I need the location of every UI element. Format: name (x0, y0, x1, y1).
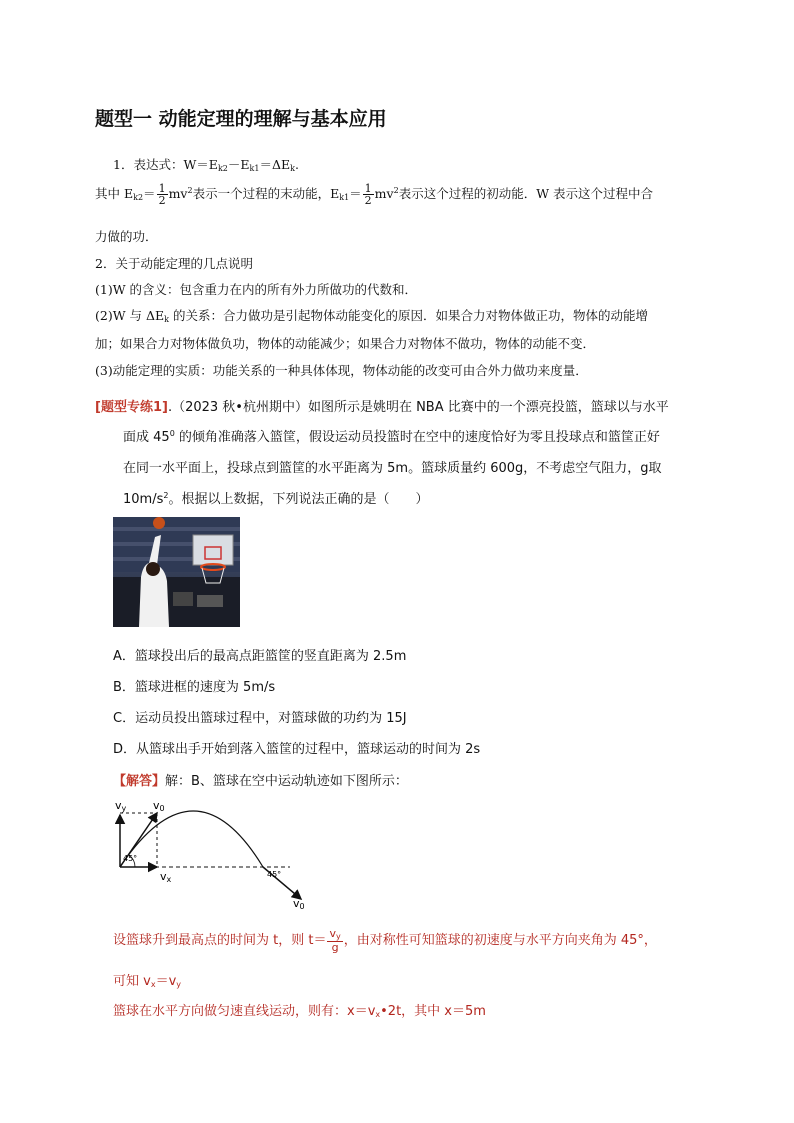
fraction-half: $\frac{1}{2}$ (158, 182, 166, 207)
formula-line: 1．表达式：$W=E_{k2}-E_{k1}=\Delta E_k$. (113, 157, 299, 173)
basketball-photo (113, 517, 240, 627)
question-line-4: $10m/s^2$。根据以上数据，下列说法正确的是（ ） (123, 491, 429, 507)
question-line-3: 在同一水平面上，投球点到篮筐的水平距离为 5m。篮球质量约 600g，不考虑空气阻力，g取 (123, 461, 662, 476)
fraction-vy-over-g: $\frac{v_y}{g}$ (329, 927, 341, 954)
answer-line: 【解答】解：B、篮球在空中运动轨迹如下图所示： (113, 774, 408, 789)
solution-line-1: 设篮球升到最高点的时间为 t，则 t＝ $\frac{v_y}{g}$ ，由对称性可知篮球的初速度与水平方向夹角为 45°， (113, 927, 657, 954)
section-heading: 2．关于动能定理的几点说明 (95, 256, 253, 271)
answer-tag: 【解答】 (113, 774, 166, 789)
page-title: 题型一 动能定理的理解与基本应用 (95, 108, 387, 130)
note-2-cont: 加；如果合力对物体做负功，物体的动能减少；如果合力对物体不做功，物体的动能不变． (95, 336, 596, 351)
definition-line: 其中 $E_{k2}=$ $\frac{1}{2}$ $mv^2$表示一个过程的末动能，$E_{k1}=$ $\frac{1}{2}$ $mv^2$表示这个过程的初动能．W 表示这个过程中合 (95, 182, 654, 207)
option-a: A．篮球投出后的最高点距篮筐的竖直距离为 2.5m (113, 649, 407, 664)
question-line-1: [题型专练1].（2023 秋•杭州期中）如图所示是姚明在 NBA 比赛中的一个漂亮投篮，篮球以与水平 (95, 400, 669, 415)
solution-line-2: 可知 $v_x=v_y$ (113, 974, 181, 989)
solution-line-3: 篮球在水平方向做匀速直线运动，则有：$x=v_x•2t$，其中 x＝5m (113, 1004, 486, 1019)
note-1: (1)W 的含义：包含重力在内的所有外力所做功的代数和． (95, 282, 418, 297)
option-d: D．从篮球出手开始到落入篮筐的过程中，篮球运动的时间为 2s (113, 742, 481, 757)
note-3: (3)动能定理的实质：功能关系的一种具体体现，物体动能的改变可由合外力做功来度量． (95, 363, 588, 378)
trajectory-diagram (105, 795, 315, 910)
note-2: (2)W 与 $\Delta E_k$ 的关系：合力做功是引起物体动能变化的原因．如果合力对物体做正功，物体的动能增 (95, 308, 648, 324)
option-c: C．运动员投出篮球过程中，对篮球做的功约为 15J (113, 711, 407, 726)
question-tag: [题型专练1] (95, 400, 168, 415)
fraction-half: $\frac{1}{2}$ (364, 182, 372, 207)
definition-line-cont: 力做的功． (95, 229, 158, 244)
label-vy: vy (115, 799, 127, 813)
label-v0-top: v0 (153, 799, 165, 813)
label-angle-1: 45° (123, 854, 138, 863)
label-v0-bottom: v0 (293, 897, 305, 910)
option-b: B．篮球进框的速度为 5m/s (113, 680, 276, 695)
question-line-2: 面成 $45^0$ 的倾角准确落入篮筐，假设运动员投篮时在空中的速度恰好为零且投球点和篮筐正好 (123, 429, 660, 445)
label-vx: vx (160, 870, 172, 884)
label-angle-2: 45° (267, 870, 282, 879)
